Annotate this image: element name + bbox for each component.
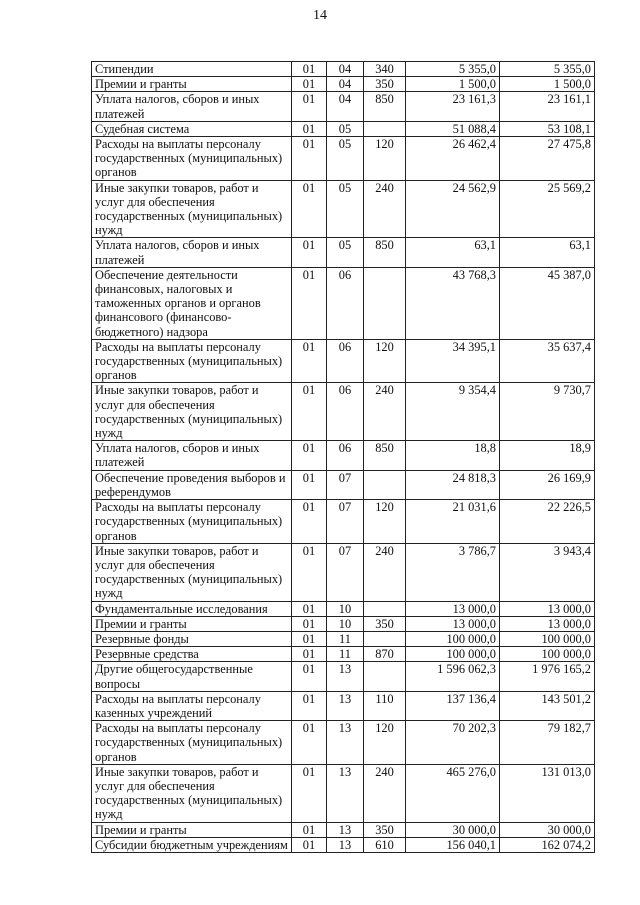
section-code-cell: 01: [292, 601, 327, 616]
amount-year1-cell: 51 088,4: [406, 121, 500, 136]
amount-year2-cell: 13 000,0: [500, 616, 595, 631]
section-code-cell: 01: [292, 441, 327, 470]
section-code-cell: 01: [292, 339, 327, 383]
amount-year1-cell: 23 161,3: [406, 92, 500, 121]
budget-table: [91, 61, 595, 853]
table-row: [92, 267, 595, 339]
amount-year2-cell: 26 169,9: [500, 470, 595, 499]
expense-type-code-cell: 610: [364, 837, 406, 852]
section-code-cell: 01: [292, 121, 327, 136]
subsection-code-cell: 04: [327, 92, 364, 121]
amount-year1-cell: 13 000,0: [406, 616, 500, 631]
amount-year1-cell: 5 355,0: [406, 62, 500, 77]
table-row: [92, 238, 595, 267]
section-code-cell: 01: [292, 62, 327, 77]
amount-year2-cell: 1 976 165,2: [500, 662, 595, 691]
amount-year1-cell: 30 000,0: [406, 822, 500, 837]
expense-type-code-cell: 870: [364, 647, 406, 662]
amount-year2-cell: 13 000,0: [500, 601, 595, 616]
amount-year2-cell: 1 500,0: [500, 77, 595, 92]
amount-year1-cell: 43 768,3: [406, 267, 500, 339]
subsection-code-cell: 13: [327, 837, 364, 852]
amount-year2-cell: 143 501,2: [500, 691, 595, 720]
section-code-cell: 01: [292, 238, 327, 267]
amount-year2-cell: 30 000,0: [500, 822, 595, 837]
expense-type-code-cell: 850: [364, 441, 406, 470]
expense-type-code-cell: 350: [364, 822, 406, 837]
row-name-cell: Судебная система: [92, 121, 292, 136]
amount-year2-cell: 9 730,7: [500, 383, 595, 441]
table-row: [92, 77, 595, 92]
amount-year2-cell: 23 161,1: [500, 92, 595, 121]
amount-year1-cell: 156 040,1: [406, 837, 500, 852]
section-code-cell: 01: [292, 691, 327, 720]
amount-year1-cell: 465 276,0: [406, 764, 500, 822]
section-code-cell: 01: [292, 383, 327, 441]
section-code-cell: 01: [292, 647, 327, 662]
subsection-code-cell: 07: [327, 500, 364, 544]
amount-year2-cell: 25 569,2: [500, 180, 595, 238]
amount-year1-cell: 13 000,0: [406, 601, 500, 616]
page-number: 14: [313, 8, 327, 23]
table-row: [92, 837, 595, 852]
subsection-code-cell: 11: [327, 631, 364, 646]
expense-type-code-cell: 120: [364, 137, 406, 181]
amount-year1-cell: 1 500,0: [406, 77, 500, 92]
amount-year1-cell: 34 395,1: [406, 339, 500, 383]
table-row: [92, 383, 595, 441]
row-name-cell: Другие общегосударственные вопросы: [92, 662, 292, 691]
expense-type-code-cell: [364, 470, 406, 499]
subsection-code-cell: 05: [327, 137, 364, 181]
subsection-code-cell: 05: [327, 121, 364, 136]
row-name-cell: Уплата налогов, сборов и иных платежей: [92, 92, 292, 121]
amount-year2-cell: 79 182,7: [500, 721, 595, 765]
subsection-code-cell: 10: [327, 601, 364, 616]
section-code-cell: 01: [292, 470, 327, 499]
row-name-cell: Иные закупки товаров, работ и услуг для обеспечения государственных (муниципальных) нужд: [92, 764, 292, 822]
amount-year2-cell: 100 000,0: [500, 631, 595, 646]
row-name-cell: Уплата налогов, сборов и иных платежей: [92, 441, 292, 470]
row-name-cell: Расходы на выплаты персоналу казенных учреждений: [92, 691, 292, 720]
table-row: [92, 180, 595, 238]
row-name-cell: Обеспечение деятельности финансовых, налоговых и таможенных органов и органов финансового (финансово-бюджетного) надзора: [92, 267, 292, 339]
subsection-code-cell: 13: [327, 721, 364, 765]
amount-year2-cell: 18,9: [500, 441, 595, 470]
subsection-code-cell: 04: [327, 62, 364, 77]
table-row: [92, 691, 595, 720]
row-name-cell: Премии и гранты: [92, 616, 292, 631]
expense-type-code-cell: [364, 662, 406, 691]
expense-type-code-cell: 120: [364, 339, 406, 383]
amount-year1-cell: 70 202,3: [406, 721, 500, 765]
section-code-cell: 01: [292, 721, 327, 765]
amount-year2-cell: 53 108,1: [500, 121, 595, 136]
amount-year2-cell: 27 475,8: [500, 137, 595, 181]
table-row: [92, 339, 595, 383]
table-row: [92, 764, 595, 822]
table-row: [92, 62, 595, 77]
row-name-cell: Премии и гранты: [92, 77, 292, 92]
expense-type-code-cell: [364, 631, 406, 646]
expense-type-code-cell: 850: [364, 238, 406, 267]
expense-type-code-cell: 350: [364, 77, 406, 92]
section-code-cell: 01: [292, 543, 327, 601]
amount-year2-cell: 63,1: [500, 238, 595, 267]
expense-type-code-cell: 240: [364, 180, 406, 238]
table-row: [92, 121, 595, 136]
row-name-cell: Расходы на выплаты персоналу государственных (муниципальных) органов: [92, 137, 292, 181]
amount-year1-cell: 24 562,9: [406, 180, 500, 238]
section-code-cell: 01: [292, 631, 327, 646]
row-name-cell: Расходы на выплаты персоналу государственных (муниципальных) органов: [92, 339, 292, 383]
amount-year1-cell: 18,8: [406, 441, 500, 470]
row-name-cell: Расходы на выплаты персоналу государственных (муниципальных) органов: [92, 500, 292, 544]
subsection-code-cell: 06: [327, 441, 364, 470]
subsection-code-cell: 10: [327, 616, 364, 631]
row-name-cell: Обеспечение проведения выборов и референдумов: [92, 470, 292, 499]
section-code-cell: 01: [292, 267, 327, 339]
expense-type-code-cell: 850: [364, 92, 406, 121]
amount-year2-cell: 45 387,0: [500, 267, 595, 339]
subsection-code-cell: 13: [327, 662, 364, 691]
section-code-cell: 01: [292, 662, 327, 691]
table-row: [92, 721, 595, 765]
row-name-cell: Резервные фонды: [92, 631, 292, 646]
row-name-cell: Уплата налогов, сборов и иных платежей: [92, 238, 292, 267]
expense-type-code-cell: 240: [364, 383, 406, 441]
row-name-cell: Расходы на выплаты персоналу государственных (муниципальных) органов: [92, 721, 292, 765]
table-row: [92, 616, 595, 631]
row-name-cell: Иные закупки товаров, работ и услуг для обеспечения государственных (муниципальных) нужд: [92, 543, 292, 601]
section-code-cell: 01: [292, 837, 327, 852]
row-name-cell: Иные закупки товаров, работ и услуг для обеспечения государственных (муниципальных) нужд: [92, 383, 292, 441]
subsection-code-cell: 06: [327, 267, 364, 339]
expense-type-code-cell: 340: [364, 62, 406, 77]
subsection-code-cell: 13: [327, 691, 364, 720]
amount-year2-cell: 5 355,0: [500, 62, 595, 77]
table-row: [92, 500, 595, 544]
subsection-code-cell: 06: [327, 339, 364, 383]
section-code-cell: 01: [292, 137, 327, 181]
subsection-code-cell: 13: [327, 822, 364, 837]
amount-year1-cell: 137 136,4: [406, 691, 500, 720]
section-code-cell: 01: [292, 180, 327, 238]
amount-year2-cell: 162 074,2: [500, 837, 595, 852]
section-code-cell: 01: [292, 500, 327, 544]
subsection-code-cell: 07: [327, 543, 364, 601]
amount-year2-cell: 35 637,4: [500, 339, 595, 383]
amount-year2-cell: 3 943,4: [500, 543, 595, 601]
section-code-cell: 01: [292, 616, 327, 631]
amount-year2-cell: 100 000,0: [500, 647, 595, 662]
row-name-cell: Резервные средства: [92, 647, 292, 662]
amount-year1-cell: 24 818,3: [406, 470, 500, 499]
table-row: [92, 92, 595, 121]
table-row: [92, 822, 595, 837]
amount-year1-cell: 1 596 062,3: [406, 662, 500, 691]
subsection-code-cell: 05: [327, 180, 364, 238]
subsection-code-cell: 04: [327, 77, 364, 92]
subsection-code-cell: 07: [327, 470, 364, 499]
amount-year1-cell: 9 354,4: [406, 383, 500, 441]
subsection-code-cell: 06: [327, 383, 364, 441]
amount-year1-cell: 100 000,0: [406, 647, 500, 662]
expense-type-code-cell: 120: [364, 500, 406, 544]
table-row: [92, 137, 595, 181]
expense-type-code-cell: 120: [364, 721, 406, 765]
subsection-code-cell: 11: [327, 647, 364, 662]
amount-year1-cell: 63,1: [406, 238, 500, 267]
amount-year1-cell: 21 031,6: [406, 500, 500, 544]
amount-year1-cell: 26 462,4: [406, 137, 500, 181]
section-code-cell: 01: [292, 764, 327, 822]
subsection-code-cell: 13: [327, 764, 364, 822]
table-row: [92, 662, 595, 691]
amount-year1-cell: 100 000,0: [406, 631, 500, 646]
amount-year2-cell: 22 226,5: [500, 500, 595, 544]
row-name-cell: Стипендии: [92, 62, 292, 77]
table-row: [92, 441, 595, 470]
row-name-cell: Субсидии бюджетным учреждениям: [92, 837, 292, 852]
table-row: [92, 647, 595, 662]
expense-type-code-cell: [364, 121, 406, 136]
expense-type-code-cell: [364, 267, 406, 339]
expense-type-code-cell: 350: [364, 616, 406, 631]
expense-type-code-cell: [364, 601, 406, 616]
row-name-cell: Премии и гранты: [92, 822, 292, 837]
row-name-cell: Иные закупки товаров, работ и услуг для обеспечения государственных (муниципальных) нужд: [92, 180, 292, 238]
section-code-cell: 01: [292, 822, 327, 837]
section-code-cell: 01: [292, 92, 327, 121]
row-name-cell: Фундаментальные исследования: [92, 601, 292, 616]
subsection-code-cell: 05: [327, 238, 364, 267]
amount-year2-cell: 131 013,0: [500, 764, 595, 822]
table-row: [92, 543, 595, 601]
table-row: [92, 470, 595, 499]
amount-year1-cell: 3 786,7: [406, 543, 500, 601]
expense-type-code-cell: 240: [364, 764, 406, 822]
table-row: [92, 601, 595, 616]
section-code-cell: 01: [292, 77, 327, 92]
expense-type-code-cell: 110: [364, 691, 406, 720]
expense-type-code-cell: 240: [364, 543, 406, 601]
table-row: [92, 631, 595, 646]
